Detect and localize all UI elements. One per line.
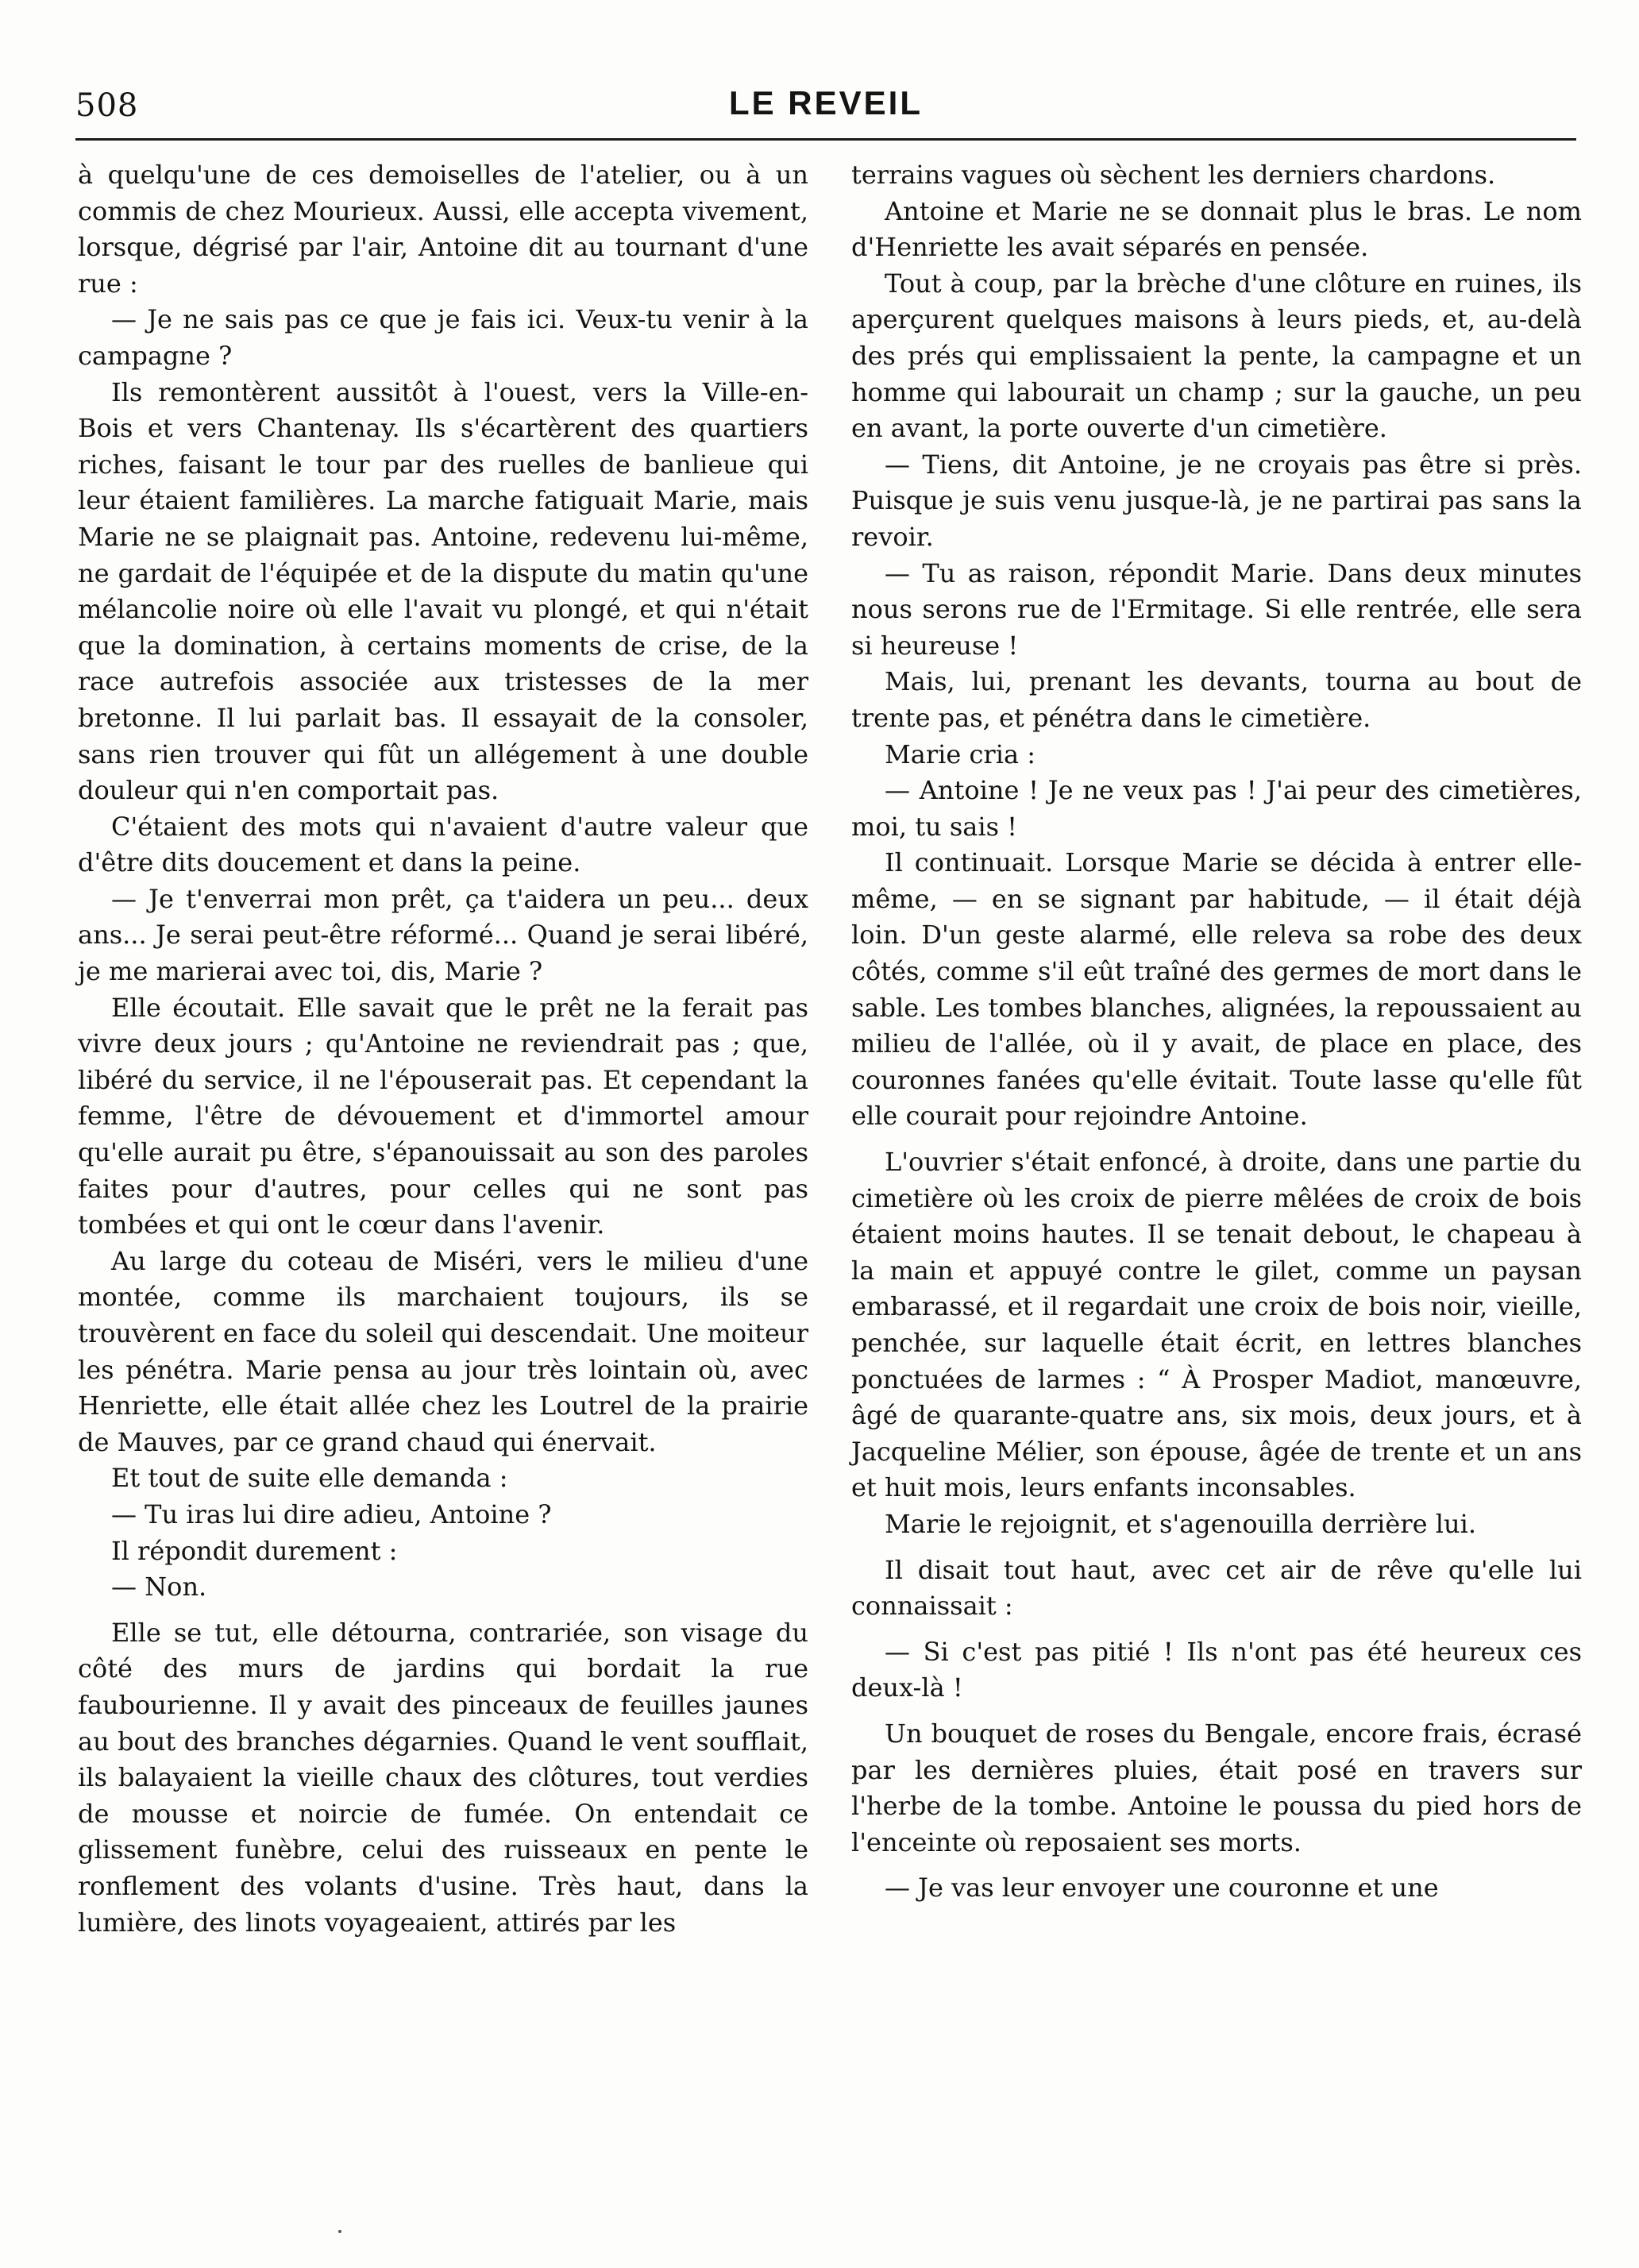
paragraph: Marie cria : xyxy=(885,739,1035,770)
paragraph: — Non. xyxy=(111,1572,207,1603)
paragraph: Il répondit durement : xyxy=(111,1535,398,1566)
paragraph: — Tiens, dit Antoine, je ne croyais pas être si près. Puisque je suis venu jusque-là, je ne partirai pas sans la revoir. xyxy=(851,449,1582,552)
paragraph: C'étaient des mots qui n'avaient d'autre valeur que d'être dits doucement et dans la peine. xyxy=(78,811,808,878)
page-header xyxy=(75,76,1576,140)
paragraph: Ils remontèrent aussitôt à l'ouest, vers la Ville-en-Bois et vers Chantenay. Ils s'écartèrent des quartiers riches, faisant le tour par des ruelles de banlieue qui leur étaient familières. La marche fatiguait Marie, mais Marie ne se plaignait pas. Antoine, redevenu lui-même, ne gardait de l'équipée et de la dispute du matin qu'une mélancolie noire où elle l'avait vu plongé, et qui n'était que la domination, à certains moments de crise, de la race autrefois associée aux tristesses de la mer bretonne. Il lui parlait bas. Il essayait de la consoler, sans rien trouver qui fût un allégement à une double douleur qui n'en comportait pas. xyxy=(78,376,808,806)
paragraph: — Je t'enverrai mon prêt, ça t'aidera un peu... deux ans... Je serai peut-être réformé... Quand je serai libéré, je me marierai avec toi, dis, Marie ? xyxy=(78,883,808,987)
paragraph: — Antoine ! Je ne veux pas ! J'ai peur des cimetières, moi, tu sais ! xyxy=(851,775,1582,842)
running-title: LE REVEIL xyxy=(728,84,924,122)
paragraph: — Je vas leur envoyer une couronne et une xyxy=(885,1873,1439,1904)
paragraph: Il continuait. Lorsque Marie se décida à entrer elle-même, — en se signant par habitude, — il était déjà loin. D'un geste alarmé, elle releva sa robe des deux côtés, comme s'il eût traîné des germes de mort dans le sable. Les tombes blanches, alignées, la repoussaient au milieu de l'allée, où il y avait, de place en place, des couronnes fanées qu'elle évitait. Toute lasse qu'elle fût elle courait pour rejoindre Antoine. xyxy=(851,847,1582,1132)
paragraph: — Je ne sais pas ce que je fais ici. Veux-tu venir à la campagne ? xyxy=(78,304,808,371)
paragraph: à quelqu'une de ces demoiselles de l'atelier, ou à un commis de chez Mourieux. Aussi, elle accepta vivement, lorsque, dégrisé par l'air, Antoine dit au tournant d'une rue : xyxy=(78,160,808,299)
text-column-left xyxy=(78,157,808,1941)
paragraph: Elle se tut, elle détourna, contrariée, son visage du côté des murs de jardins qui bordait la rue faubourienne. Il y avait des pinceaux de feuilles jaunes au bout des branches dégarnies. Quand le vent soufflait, ils balayaient la vieille chaux des clôtures, tout verdies de mousse et noircie de fumée. On entendait ce glissement funèbre, celui des ruisseaux en pente le ronflement des volants d'usine. Très haut, dans la lumière, des linots voyageaient, attirés par les xyxy=(78,1617,808,1938)
paragraph: Elle écoutait. Elle savait que le prêt ne la ferait pas vivre deux jours ; qu'Antoine ne reviendrait pas ; que, libéré du service, il ne l'épouserait pas. Et cependant la femme, l'être de dévouement et d'immortel amour qu'elle aurait pu être, s'épanouissait au son des paroles faites pour d'autres, pour celles qui ne sont pas tombées et qui ont le cœur dans l'avenir. xyxy=(78,992,808,1240)
paragraph: Tout à coup, par la brèche d'une clôture en ruines, ils aperçurent quelques maisons à leurs pieds, et, au-delà des prés qui emplissaient la pente, la campagne et un homme qui labourait un champ ; sur la gauche, un peu en avant, la porte ouverte d'un cimetière. xyxy=(851,268,1582,444)
print-speck xyxy=(338,2230,341,2233)
paragraph: terrains vagues où sèchent les derniers chardons. xyxy=(851,160,1496,190)
paragraph: — Si c'est pas pitié ! Ils n'ont pas été heureux ces deux-là ! xyxy=(851,1636,1582,1703)
page-number: 508 xyxy=(75,87,139,124)
paragraph: Mais, lui, prenant les devants, tourna au bout de trente pas, et pénétra dans le cimetière. xyxy=(851,666,1582,733)
paragraph: Antoine et Marie ne se donnait plus le bras. Le nom d'Henriette les avait séparés en pensée. xyxy=(851,195,1582,263)
text-column-right xyxy=(851,157,1582,1907)
paragraph: Marie le rejoignit, et s'agenouilla derrière lui. xyxy=(885,1508,1476,1539)
paragraph: L'ouvrier s'était enfoncé, à droite, dans une partie du cimetière où les croix de pierre mêlées de croix de bois étaient moins hautes. Il se tenait debout, le chapeau à la main et appuyé contre le gilet, comme un paysan embarassé, et il regardait une croix de bois noir, vieille, penchée, sur laquelle était écrit, en lettres blanches ponctuées de larmes : “ À Prosper Madiot, manœuvre, âgé de quarante-quatre ans, six mois, deux jours, et à Jacqueline Mélier, son épouse, âgée de trente et un ans et huit mois, leurs enfants inconsables. xyxy=(851,1147,1582,1503)
paragraph: — Tu iras lui dire adieu, Antoine ? xyxy=(111,1498,552,1529)
paragraph: Et tout de suite elle demanda : xyxy=(111,1463,508,1494)
paragraph: Au large du coteau de Miséri, vers le milieu d'une montée, comme ils marchaient toujours, ils se trouvèrent en face du soleil qui descendait. Une moiteur les pénétra. Marie pensa au jour très lointain où, avec Henriette, elle était allée chez les Loutrel de la prairie de Mauves, par ce grand chaud qui énervait. xyxy=(78,1245,808,1457)
paragraph: Il disait tout haut, avec cet air de rêve qu'elle lui connaissait : xyxy=(851,1554,1582,1622)
header-rule xyxy=(75,138,1576,141)
paragraph: — Tu as raison, répondit Marie. Dans deux minutes nous serons rue de l'Ermitage. Si elle rentrée, elle sera si heureuse ! xyxy=(851,557,1582,661)
paragraph: Un bouquet de roses du Bengale, encore frais, écrasé par les dernières pluies, était posé en travers sur l'herbe de la tombe. Antoine le poussa du pied hors de l'enceinte où reposaient ses morts. xyxy=(851,1718,1582,1857)
